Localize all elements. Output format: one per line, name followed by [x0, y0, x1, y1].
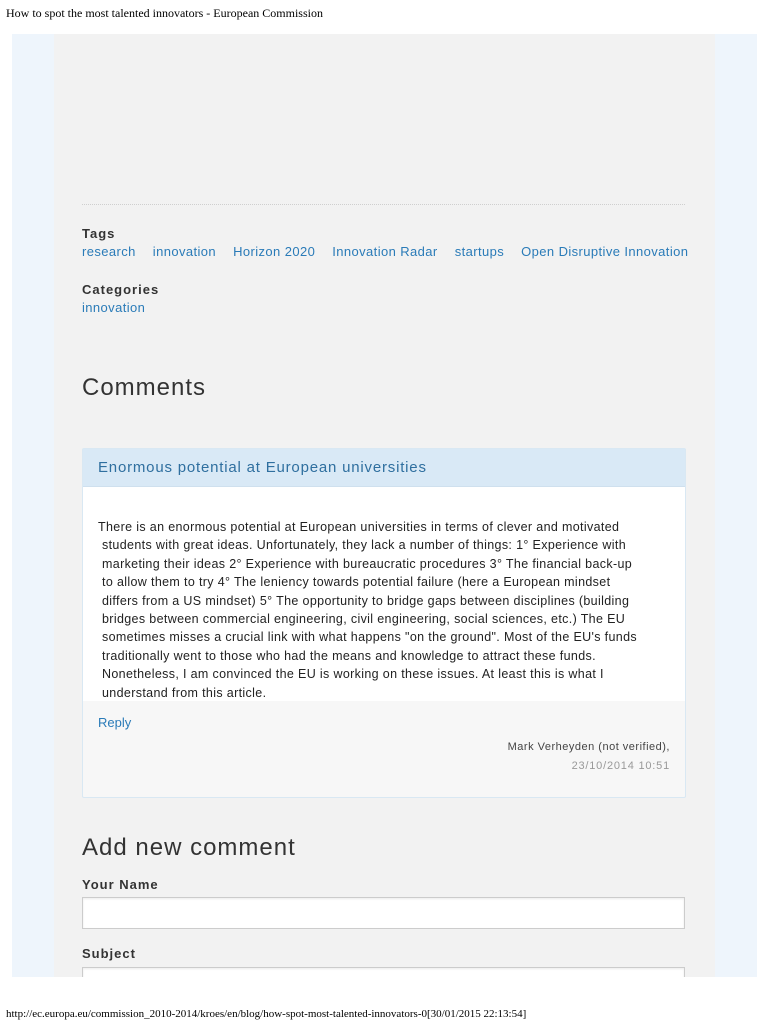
comment-body — [83, 487, 685, 701]
comment-line: understand from this article. — [102, 685, 267, 700]
main-content — [54, 34, 715, 977]
tag-link-innovation-radar[interactable]: Innovation Radar — [332, 244, 438, 259]
print-header: How to spot the most talented innovators - European Commission — [6, 6, 323, 20]
divider — [82, 204, 685, 205]
comment — [82, 448, 686, 798]
comment-line: sometimes misses a crucial link with what happens "on the ground". Most of the EU's funds — [102, 630, 638, 645]
categories-label: Categories — [82, 282, 160, 297]
comment-author: Mark Verheyden (not verified), — [507, 741, 670, 753]
tags-label: Tags — [82, 226, 116, 241]
tag-link-open-disruptive-innovation[interactable]: Open Disruptive Innovation — [521, 244, 689, 259]
comment-line: Nonetheless, I am convinced the EU is working on these issues. At least this is what I — [102, 667, 604, 682]
subject-field-label: Subject — [82, 946, 136, 961]
comments-heading: Comments — [82, 374, 207, 401]
category-link-innovation[interactable]: innovation — [82, 300, 146, 315]
tags-list — [82, 244, 701, 259]
comment-line: traditionally went to those who had the means and knowledge to attract these funds. — [102, 648, 596, 663]
comment-line: bridges between commercial engineering, civil engineering, social sciences, etc.) The EU — [102, 612, 626, 627]
comment-line: to allow them to try 4° The leniency towards potential failure (here a European mindset — [102, 575, 611, 590]
tag-link-innovation[interactable]: innovation — [152, 244, 217, 259]
comment-date: 23/10/2014 10:51 — [571, 760, 670, 772]
comment-line: students with great ideas. Unfortunately, they lack a number of things: 1° Experience with — [102, 538, 627, 553]
comment-line: There is an enormous potential at European universities in terms of clever and motivated — [98, 520, 620, 534]
comment-line: marketing their ideas 2° Experience with bureaucratic procedures 3° The financial back-up — [102, 556, 633, 571]
page-frame — [12, 34, 757, 977]
comment-line: differs from a US mindset) 5° The opportunity to bridge gaps between disciplines (building — [102, 593, 630, 608]
categories-list — [82, 300, 158, 315]
tag-link-horizon-2020[interactable]: Horizon 2020 — [233, 244, 316, 259]
name-field-label: Your Name — [82, 877, 159, 892]
reply-link[interactable]: Reply — [98, 715, 132, 730]
comment-text — [98, 518, 678, 702]
tag-link-startups[interactable]: startups — [454, 244, 505, 259]
add-comment-heading: Add new comment — [82, 834, 296, 861]
tag-link-research[interactable]: research — [82, 244, 136, 259]
subject-input[interactable] — [82, 967, 685, 977]
comment-title: Enormous potential at European universities — [83, 449, 685, 487]
name-input[interactable] — [82, 897, 685, 929]
print-footer: http://ec.europa.eu/commission_2010-2014/kroes/en/blog/how-spot-most-talented-innovators-0[30/01/2015 22:13:54] — [6, 1008, 527, 1020]
